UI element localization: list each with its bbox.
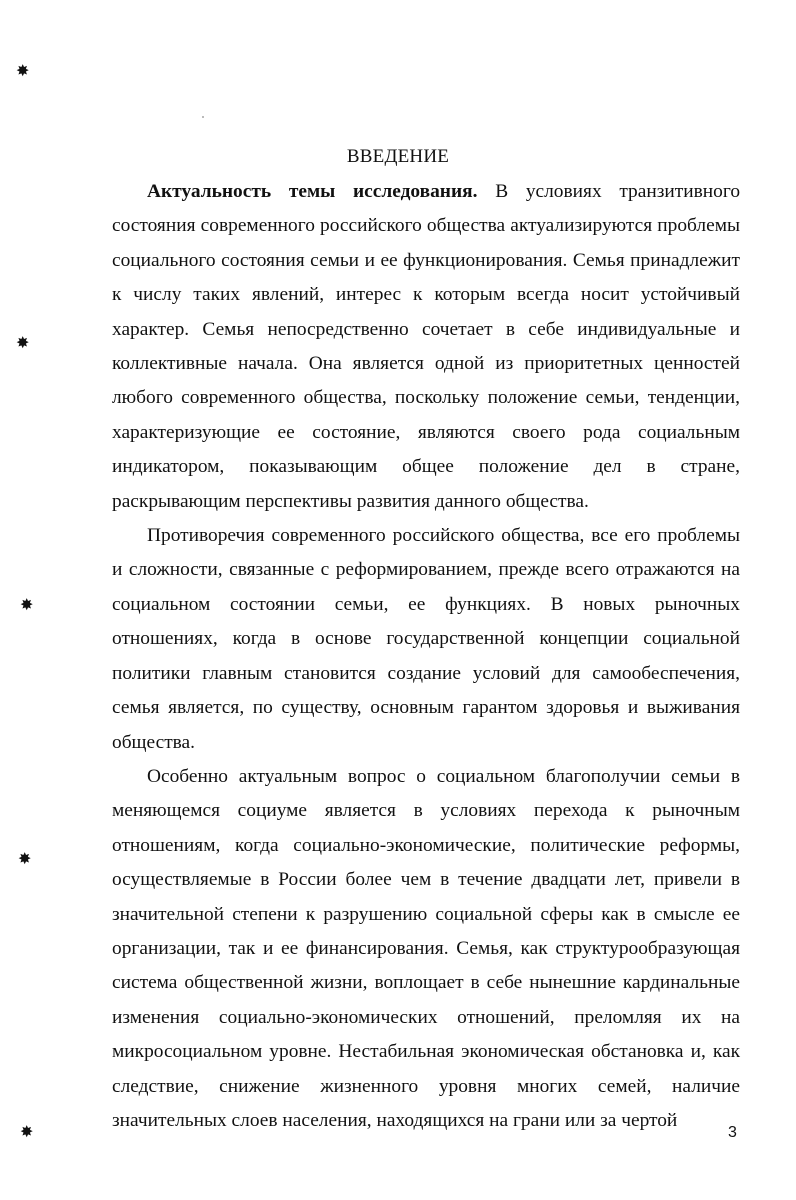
binding-hole-mark: ✸ (20, 1124, 34, 1141)
paragraph-contradictions: Противоречия современного российского общества, все его проблемы и сложности, связанные с реформированием, прежде всего отражаются на социальном состоянии семьи, ее функциях. В новых рыночных отношениях, когда в основе государственной концепции социальной политики главным становится создание условий для самообеспечения, семья является, по существу, основным гарантом здоровья и выживания общества. (112, 525, 740, 753)
relevance-heading: Актуальность темы исследования. (147, 181, 478, 202)
page-number: 3 (728, 1124, 737, 1141)
relevance-text: В условиях транзитивного состояния современного российского общества актуализируются проблемы социального состояния семьи и ее функционирования. Семья принадлежит к числу таких явлений, интерес к которым всегда носит устойчивый характер. Семья непосредственно сочетает в себе индивидуальные и коллективные начала. Она является одной из приоритетных ценностей любого современного общества, поскольку положение семьи, тенденции, характеризующие ее состояние, являются своего рода социальным индикатором, показывающим общее положение дел в стране, раскрывающим перспективы развития данного общества. (112, 181, 741, 512)
binding-hole-mark: ✸ (16, 63, 30, 80)
paragraph-wellbeing: Особенно актуальным вопрос о социальном благополучии семьи в меняющемся социуме является в условиях перехода к рыночным отношениям, когда социально-экономические, политические реформы, осуществляемые в России более чем в течение двадцати лет, привели в значительной степени к разрушению социальной сферы как в смысле ее организации, так и ее финансирования. Семья, как структурообразующая система общественной жизни, воплощает в себе нынешние кардинальные изменения социально-экономических отношений, преломляя их на микросоциальном уровне. Нестабильная экономическая обстановка и, как следствие, снижение жизненного уровня многих семей, наличие значительных слоев населения, находящихся на грани или за чертой (112, 765, 740, 1131)
section-title: ВВЕДЕНИЕ (346, 146, 450, 167)
binding-hole-mark: ✸ (20, 597, 34, 614)
binding-hole-mark: ✸ (18, 851, 32, 868)
paragraph-relevance (112, 175, 740, 519)
scan-speck (202, 116, 204, 118)
body-text (112, 175, 740, 1138)
binding-hole-mark: ✸ (16, 335, 30, 352)
